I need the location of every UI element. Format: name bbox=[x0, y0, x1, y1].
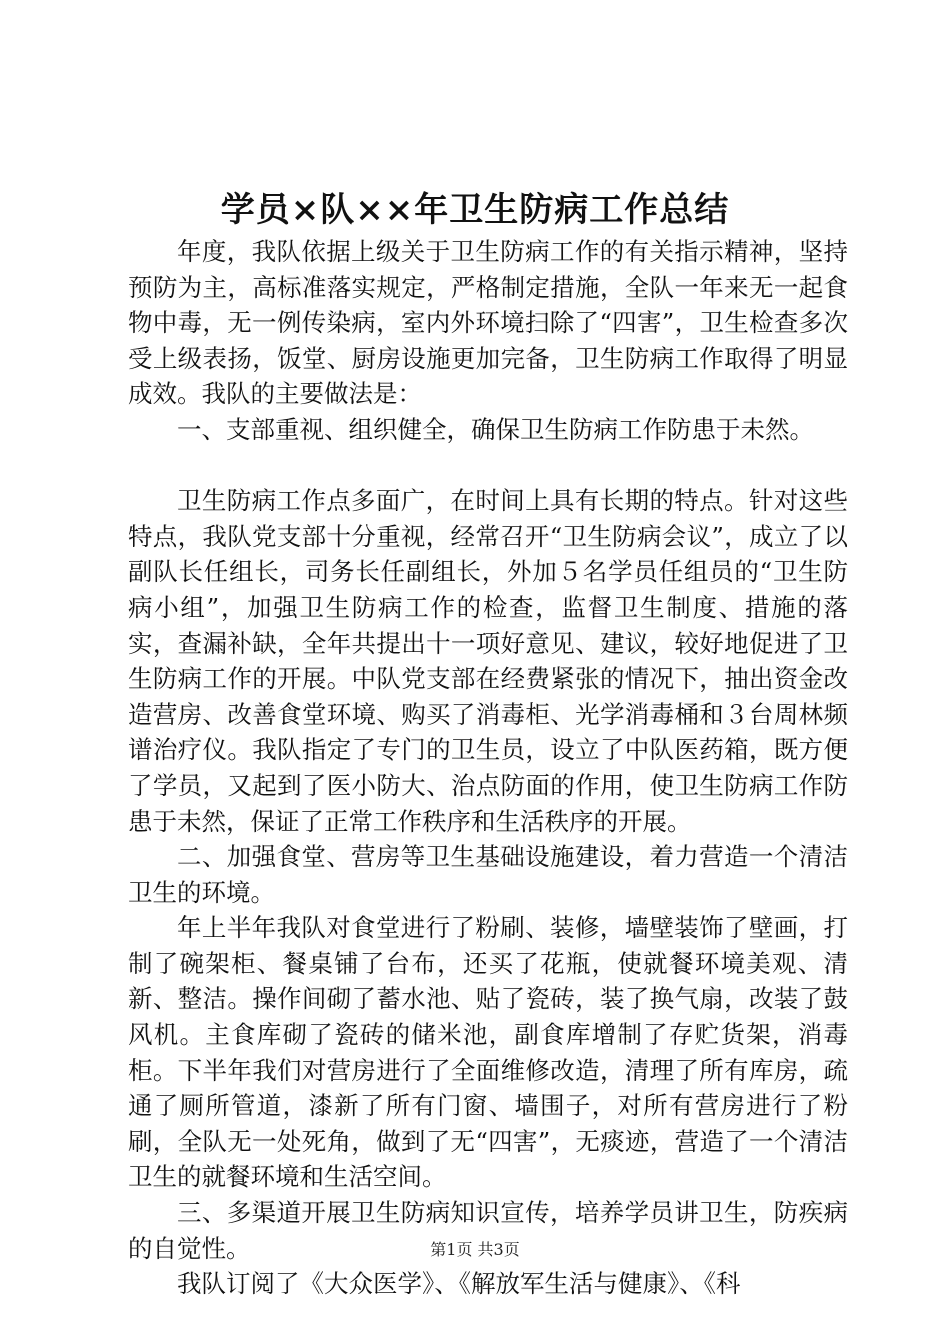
section-heading-2: 二、加强食堂、营房等卫生基础设施建设，着力营造一个清洁卫生的环境。 bbox=[128, 842, 848, 907]
section-heading-3: 三、多渠道开展卫生防病知识宣传，培养学员讲卫生，防疾病的自觉性。 bbox=[128, 1198, 848, 1263]
paragraph-intro: 年度，我队依据上级关于卫生防病工作的有关指示精神，坚持预防为主，高标准落实规定，严格制定措施，全队一年来无一起食物中毒，无一例传染病，室内外环境扫除了“四害”，卫生检查多次受上级表扬，饭堂、厨房设施更加完备，卫生防病工作取得了明显成效。我队的主要做法是： bbox=[128, 237, 848, 409]
blank-line bbox=[128, 448, 848, 484]
paragraph-section-3: 我队订阅了《大众医学》、《解放军生活与健康》、《科 bbox=[177, 1269, 741, 1299]
document-body bbox=[128, 234, 848, 1302]
document-title: 学员×队××年卫生防病工作总结 bbox=[220, 190, 730, 230]
paragraph-section-1: 卫生防病工作点多面广，在时间上具有长期的特点。针对这些特点，我队党支部十分重视，经常召开“卫生防病会议”，成立了以副队长任组长，司务长任副组长，外加５名学员任组员的“卫生防病小组”，加强卫生防病工作的检查，监督卫生制度、措施的落实，查漏补缺，全年共提出十一项好意见、建议，较好地促进了卫生防病工作的开展。中队党支部在经费紧张的情况下，抽出资金改造营房、改善食堂环境、购买了消毒柜、光学消毒桶和３台周林频谱治疗仪。我队指定了专门的卫生员，设立了中队医药箱，既方便了学员，又起到了医小防大、治点防面的作用，使卫生防病工作防患于未然，保证了正常工作秩序和生活秩序的开展。 bbox=[128, 486, 848, 836]
paragraph-section-2: 年上半年我队对食堂进行了粉刷、装修，墙壁装饰了壁画，打制了碗架柜、餐桌铺了台布，还买了花瓶，使就餐环境美观、清新、整洁。操作间砌了蓄水池、贴了瓷砖，装了换气扇，改装了鼓风机。主食库砌了瓷砖的储米池，副食库增制了存贮货架，消毒柜。下半年我们对营房进行了全面维修改造，清理了所有库房，疏通了厕所管道，漆新了所有门窗、墙围子，对所有营房进行了粉刷，全队无一处死角，做到了无“四害”，无痰迹，营造了一个清洁卫生的就餐环境和生活空间。 bbox=[128, 913, 848, 1192]
section-heading-1: 一、支部重视、组织健全，确保卫生防病工作防患于未然。 bbox=[177, 414, 814, 444]
page-footer: 第1页 共3页 bbox=[430, 1240, 520, 1259]
